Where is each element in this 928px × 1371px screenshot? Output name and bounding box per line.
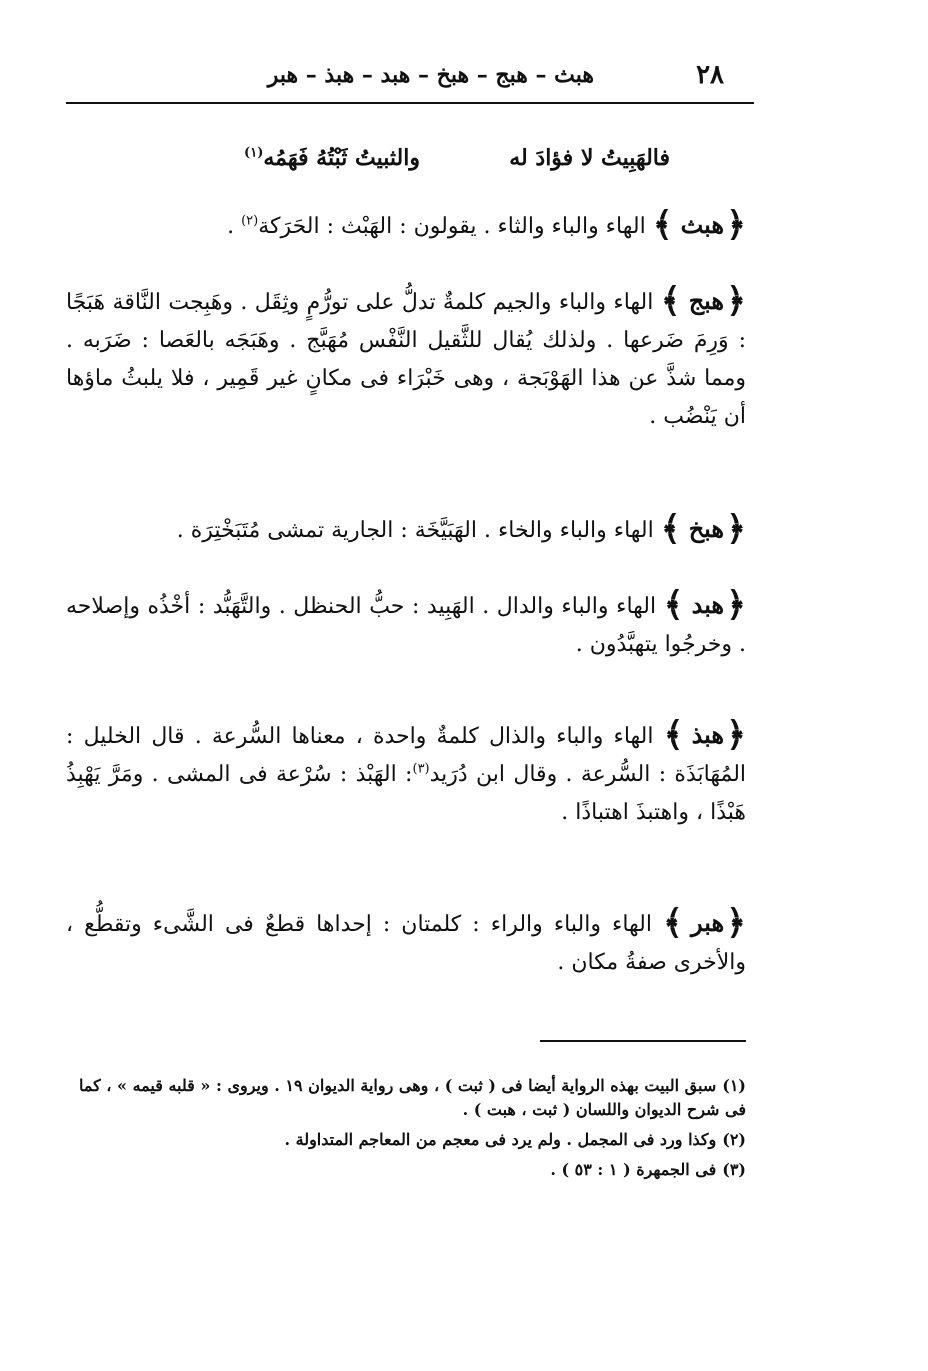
footnote-ref: (١) (244, 145, 264, 161)
entry-headword: هبج (688, 286, 725, 315)
entry-body: الهاء والباء والدال . الهَبِيد : حبُّ الحنظل . والتَّهَبُّد : أخْذُه وإصلاحه . وخرجُوا يتهبَّدُون . (66, 594, 746, 657)
verse-hemistich-first: فالهَبِيتُ لا فؤادَ له (509, 145, 670, 171)
footnote-number: (٣) (722, 1160, 746, 1179)
ornate-bracket-open: ﴿ (726, 715, 746, 755)
entry-body: الهاء والباء والذال كلمةٌ واحدة ، معناها السُّرعة . قال الخليل : المُهَابَذَة : السُّرعة . وقال ابن دُرَيد (66, 724, 747, 787)
ornate-bracket-open: ﴿ (726, 903, 747, 943)
ornate-bracket-close: ﴾ (663, 903, 683, 943)
ornate-bracket-close: ﴾ (652, 205, 673, 245)
ornate-bracket-close: ﴾ (660, 281, 681, 321)
footnote-text: فى الجمهرة ( ١ : ٥٣ ) . (550, 1160, 717, 1179)
header-rule (66, 102, 754, 104)
footnote-number: (١) (722, 1076, 746, 1095)
entry-headword: هبذ (691, 720, 725, 749)
entry-headword: هبر (690, 908, 725, 937)
footnote-2 (66, 1128, 746, 1152)
ornate-bracket-open: ﴿ (726, 585, 747, 625)
footnote-ref: (٣) (412, 761, 430, 777)
ornate-bracket-close: ﴾ (663, 585, 684, 625)
entry-body: الهاء والباء والخاء . الهَبَيَّخَة : الجارية تمشى مُتَبَخْتِرَة . (176, 518, 654, 543)
ornate-bracket-open: ﴿ (726, 509, 746, 549)
entry-habath (66, 206, 746, 246)
entry-habaj (66, 282, 746, 436)
entry-habad (66, 586, 746, 664)
ornate-bracket-open: ﴿ (726, 281, 746, 321)
ornate-bracket-open: ﴿ (726, 205, 746, 245)
entry-body: الهاء والباء والثاء . يقولون : الهَبْث : الحَرَكة (258, 214, 646, 239)
verse-hemistich-second: والثبيتُ ثَبْتُهُ فَهَمُه$^{(١)}$ (244, 145, 420, 171)
footnote-text: سبق البيت بهذه الرواية أيضا فى ( ثبت ) ، وهى رواية الديوان ١٩ . ويروى : « قلبه قيمه » ، كما فى شرح الديوان واللسان ( ثبت ، هبت ) . (78, 1076, 746, 1119)
entry-habar (66, 904, 746, 982)
entry-habakh (66, 510, 746, 550)
ornate-bracket-close: ﴾ (663, 715, 684, 755)
entry-habadh (66, 716, 746, 832)
entry-body-tail: . (227, 214, 242, 239)
footnote-text: وكذا ورد فى المجمل . ولم يرد فى معجم من المعاجم المتداولة . (284, 1130, 717, 1149)
entry-headword: هبد (691, 590, 725, 619)
entry-body-tail: : الهَبْذ : سُرْعة فى المشى . ومَرَّ يَهْبِذُ هَبْذًا ، واهتبذَ اهتباذًا . (66, 762, 746, 825)
footnote-ref: (٢) (241, 213, 259, 229)
running-title: هبث – هبج – هبخ – هبد – هبذ – هبر (267, 62, 594, 88)
footnote-3 (66, 1158, 746, 1182)
page-header (66, 58, 754, 102)
entry-body: الهاء والباء والراء : كلمتان : إحداها قطعٌ فى الشَّىء وتقطُّع ، والأخرى صفةُ مكان . (66, 912, 746, 975)
footnote-1 (66, 1074, 746, 1122)
entry-headword: هبث (680, 210, 725, 239)
entry-headword: هبخ (688, 514, 725, 543)
footnote-number: (٢) (722, 1130, 746, 1149)
ornate-bracket-close: ﴾ (660, 509, 681, 549)
footnotes (66, 1074, 746, 1188)
entry-body: الهاء والباء والجيم كلمةٌ تدلُّ على تورُّمٍ وثِقَل . وهَبِجت النَّاقة هَبَجًا : وَرِمَ ضَرعها . ولذلك يُقال للثَّقيل النَّفْس مُهَبَّج . وهَبَجَه بالعَصا : ضَرَبه . ومما شذَّ عن هذا الهَوْبَجة ، وهى خَبْرَاء فى مكانٍ غير قَمِير ، فلا يلبثُ ماؤها أن يَنْضُب . (66, 290, 746, 429)
footnote-separator (540, 1040, 746, 1042)
page-number: ٢٨ (696, 60, 724, 90)
